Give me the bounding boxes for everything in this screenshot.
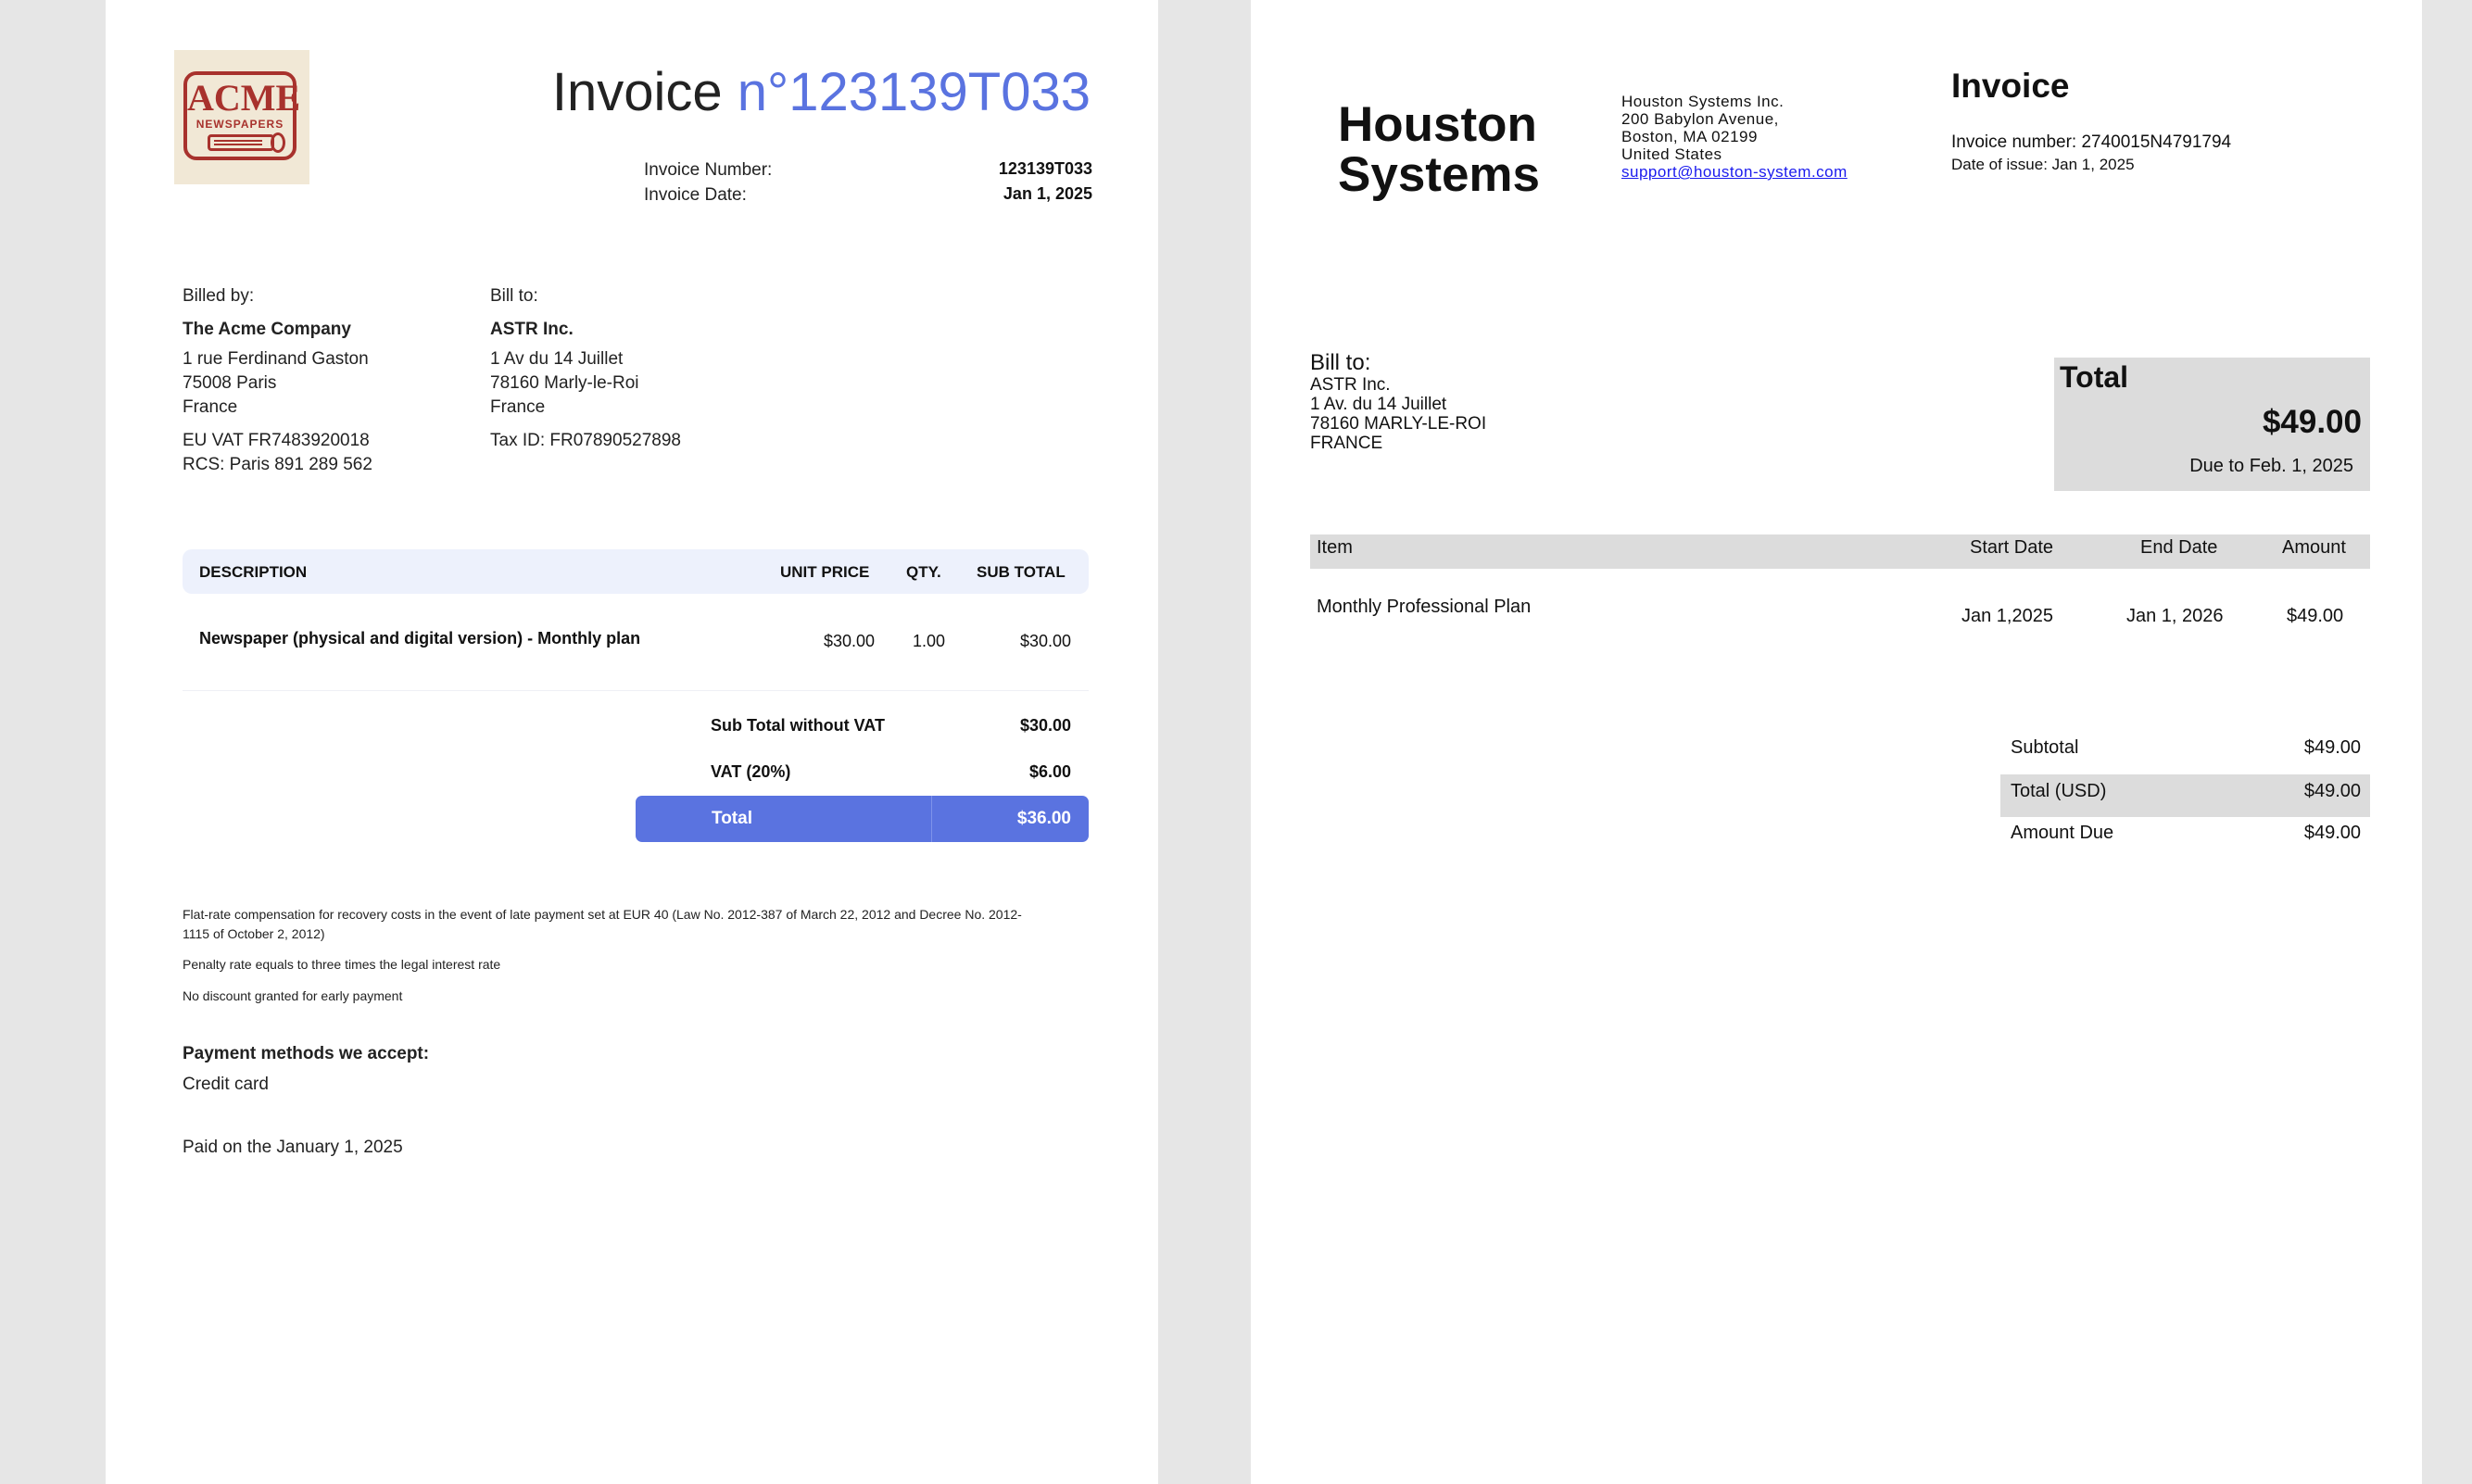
houston-due-label: Due to xyxy=(2189,456,2245,476)
houston-bill-to-line1: 1 Av. du 14 Juillet xyxy=(1310,395,1447,414)
total-label: Total xyxy=(712,809,752,828)
bill-to-line3: France xyxy=(490,397,546,417)
invoice-date-label: Invoice Date: xyxy=(644,185,747,205)
bill-to-tax-id: Tax ID: FR07890527898 xyxy=(490,431,681,450)
acme-logo xyxy=(174,50,309,184)
houston-th-amount: Amount xyxy=(2282,537,2346,558)
houston-bill-to-line2: 78160 MARLY-LE-ROI xyxy=(1310,414,1487,434)
billed-by-line2: 75008 Paris xyxy=(183,373,277,393)
payment-method: Credit card xyxy=(183,1075,269,1094)
houston-row-end: Jan 1, 2026 xyxy=(2126,606,2224,626)
row-unit-price: $30.00 xyxy=(823,632,875,650)
houston-logo-text xyxy=(1338,97,1541,202)
houston-total-box xyxy=(2054,358,2370,491)
houston-address xyxy=(1621,93,1848,181)
houston-bill-to xyxy=(1310,350,1486,453)
houston-row-item: Monthly Professional Plan xyxy=(1317,597,1532,617)
vat-label: VAT (20%) xyxy=(711,762,791,781)
newspaper-roll-icon xyxy=(208,134,274,151)
houston-bill-to-name: ASTR Inc. xyxy=(1310,375,1391,395)
houston-th-start-date: Start Date xyxy=(1970,537,2054,558)
houston-row-amount: $49.00 xyxy=(2287,606,2344,626)
bill-to-line2: 78160 Marly-le-Roi xyxy=(490,373,639,393)
items-table-header xyxy=(183,549,1089,594)
total-bar-separator xyxy=(931,796,932,842)
row-qty: 1.00 xyxy=(912,632,945,650)
invoice-title xyxy=(552,61,1091,123)
support-email-link[interactable]: support@houston-system.com xyxy=(1621,163,1848,181)
acme-logo-word: ACME xyxy=(187,77,301,119)
houston-amount-due-label: Amount Due xyxy=(2011,823,2114,843)
houston-total-label: Total xyxy=(2060,360,2129,394)
bill-to-line1: 1 Av du 14 Juillet xyxy=(490,349,624,369)
billed-by-name: The Acme Company xyxy=(183,320,351,339)
houston-name-line1: Houston xyxy=(1338,97,1537,152)
acme-logo-subtitle: NEWSPAPERS xyxy=(195,118,284,131)
th-description: DESCRIPTION xyxy=(199,563,308,581)
houston-address-line3: United States xyxy=(1621,145,1722,163)
houston-date-of-issue: Date of issue: Jan 1, 2025 xyxy=(1951,156,2135,173)
houston-due xyxy=(2189,456,2353,477)
total-value: $36.00 xyxy=(1016,809,1071,828)
th-sub-total: SUB TOTAL xyxy=(977,563,1066,581)
houston-subtotal-value: $49.00 xyxy=(2303,737,2361,758)
billed-by-rcs: RCS: Paris 891 289 562 xyxy=(183,455,372,474)
late-payment-note-line2: 1115 of October 2, 2012) xyxy=(183,926,325,941)
late-payment-note xyxy=(183,905,1022,944)
row-description: Newspaper (physical and digital version) - Monthly plan xyxy=(199,629,641,648)
houston-total-usd-value: $49.00 xyxy=(2303,781,2361,801)
houston-subtotal-label: Subtotal xyxy=(2011,737,2079,758)
billed-by xyxy=(183,284,372,477)
houston-th-item: Item xyxy=(1317,537,1353,558)
vat-value: $6.00 xyxy=(1028,762,1071,781)
houston-bill-to-line3: FRANCE xyxy=(1310,434,1383,453)
bill-to-name: ASTR Inc. xyxy=(490,320,574,339)
invoice-title-number: n°123139T033 xyxy=(737,62,1091,122)
bill-to xyxy=(490,284,681,453)
billed-by-label: Billed by: xyxy=(183,286,255,306)
houston-amount-due-value: $49.00 xyxy=(2303,823,2361,843)
invoice-title-prefix: Invoice xyxy=(551,62,723,122)
houston-th-end-date: End Date xyxy=(2140,537,2218,558)
newspaper-roll-end-icon xyxy=(271,132,285,153)
houston-invoice-number-label: Invoice number: xyxy=(1951,132,2077,152)
houston-invoice-title: Invoice xyxy=(1951,67,2070,105)
row-sub-total: $30.00 xyxy=(1019,632,1071,650)
subtotal-label: Sub Total without VAT xyxy=(711,716,885,735)
houston-address-line1: 200 Babylon Avenue, xyxy=(1621,110,1779,128)
penalty-note: Penalty rate equals to three times the legal interest rate xyxy=(183,957,501,972)
houston-company: Houston Systems Inc. xyxy=(1621,93,1785,110)
late-payment-note-line1: Flat-rate compensation for recovery costs in the event of late payment set at EUR 40 (Law No. 2012-387 of March 22, 2012 and Decree No. 2012- xyxy=(183,907,1022,922)
invoice-number-label: Invoice Number: xyxy=(644,160,773,180)
payment-methods-label: Payment methods we accept: xyxy=(183,1044,430,1063)
houston-row-start: Jan 1,2025 xyxy=(1961,606,2053,626)
billed-by-line1: 1 rue Ferdinand Gaston xyxy=(183,349,369,369)
subtotal-value: $30.00 xyxy=(1019,716,1071,735)
houston-name-line2: Systems xyxy=(1338,147,1541,202)
houston-invoice-number-value: 2740015N4791794 xyxy=(2081,132,2232,152)
acme-logo-stamp xyxy=(183,71,301,160)
discount-note: No discount granted for early payment xyxy=(183,988,403,1003)
invoice-number-value: 123139T033 xyxy=(998,159,1092,178)
paid-date: Paid on the January 1, 2025 xyxy=(183,1138,403,1157)
billed-by-vat: EU VAT FR7483920018 xyxy=(183,431,370,450)
th-unit-price: UNIT PRICE xyxy=(780,563,870,581)
houston-bill-to-label: Bill to: xyxy=(1310,350,1371,375)
houston-invoice-page xyxy=(1251,0,2422,1484)
houston-invoice-number xyxy=(1951,132,2231,153)
bill-to-label: Bill to: xyxy=(490,286,538,306)
billed-by-line3: France xyxy=(183,397,238,417)
houston-total-usd-label: Total (USD) xyxy=(2011,781,2107,801)
houston-address-line2: Boston, MA 02199 xyxy=(1621,128,1758,145)
invoice-date-value: Jan 1, 2025 xyxy=(1003,184,1092,203)
houston-total-amount: $49.00 xyxy=(2262,404,2362,440)
row-divider xyxy=(183,690,1089,691)
th-qty: QTY. xyxy=(906,563,941,581)
acme-invoice-page xyxy=(106,0,1158,1484)
houston-due-date: Feb. 1, 2025 xyxy=(2249,456,2353,476)
